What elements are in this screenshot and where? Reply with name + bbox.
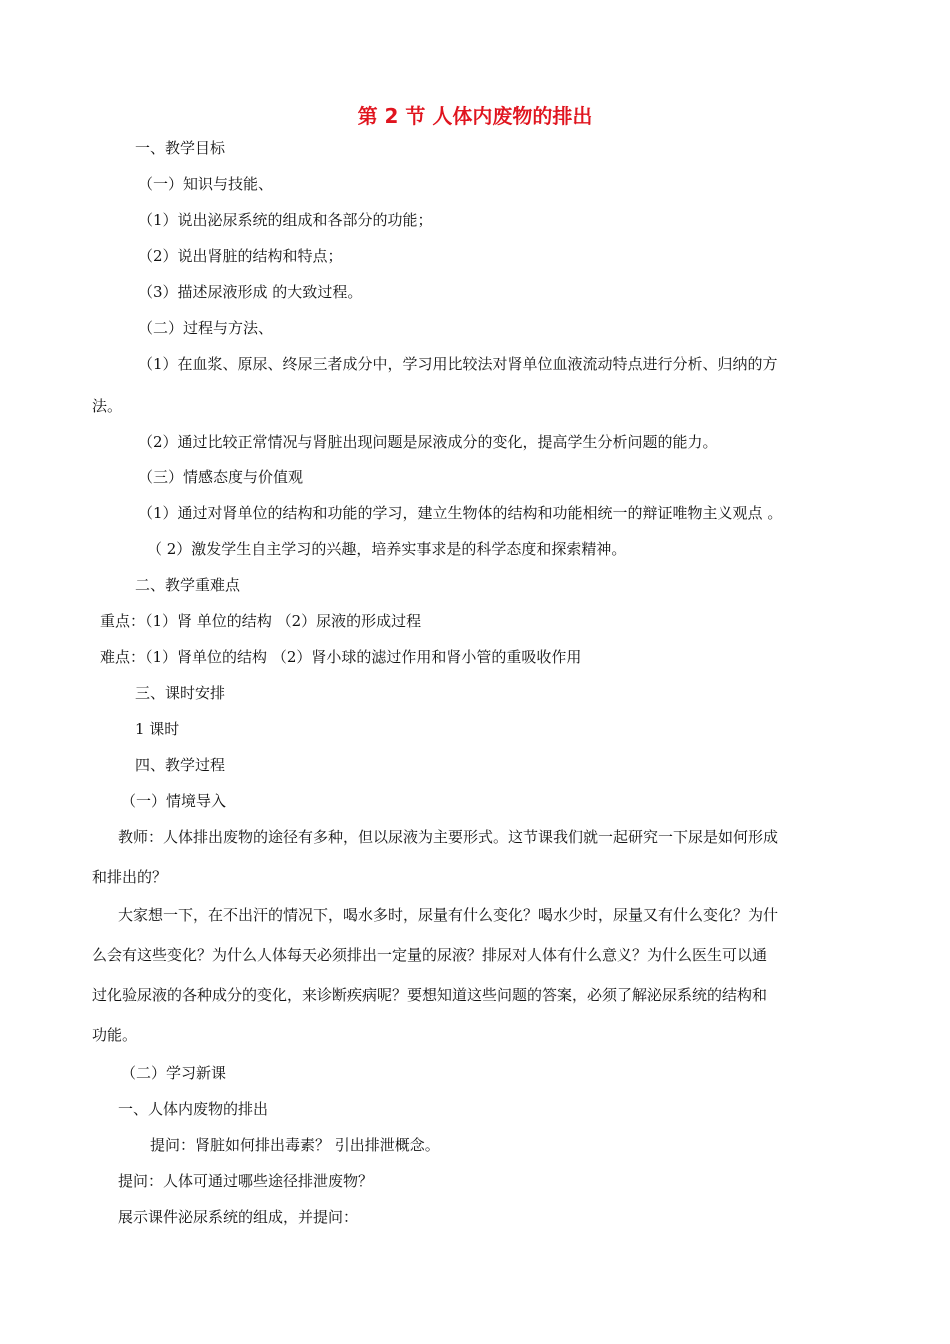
paragraph-line: 大家想一下，在不出汗的情况下，喝水多时，尿量有什么变化？喝水少时，尿量又有什么变化？为什 (118, 906, 779, 924)
page-title: 第 2 节 人体内废物的排出 (357, 104, 593, 128)
paragraph-line: 提问：人体可通过哪些途径排泄废物？ (118, 1172, 374, 1190)
paragraph-line: 1 课时 (135, 720, 180, 738)
paragraph-line: 难点：（1）肾单位的结构 （2）肾小球的滤过作用和肾小管的重吸收作用 (100, 648, 582, 666)
paragraph-line: 重点：（1）肾 单位的结构 （2）尿液的形成过程 (100, 612, 422, 630)
paragraph-line: 展示课件泌尿系统的组成，并提问： (118, 1208, 359, 1226)
subsection-introduction: （一）情境导入 (121, 792, 227, 810)
paragraph-line: 提问：肾脏如何排出毒素？ 引出排泄概念。 (150, 1136, 440, 1154)
paragraph-line: （1）在血浆、原尿、终尿三者成分中，学习用比较法对肾单位血液流动特点进行分析、归纳的方 (138, 355, 778, 373)
section-heading-key-points: 二、教学重难点 (135, 576, 241, 594)
subsection-process-methods: （二）过程与方法、 (138, 319, 274, 337)
paragraph-line: 教师：人体排出废物的途径有多种，但以尿液为主要形式。这节课我们就一起研究一下尿是如何形成 (118, 828, 779, 846)
subsection-new-lesson: （二）学习新课 (121, 1064, 227, 1082)
paragraph-line: （ 2）激发学生自主学习的兴趣，培养实事求是的科学态度和探索精神。 (147, 540, 627, 558)
paragraph-line: 和排出的？ (92, 868, 168, 886)
paragraph-line: 过化验尿液的各种成分的变化，来诊断疾病呢？要想知道这些问题的答案，必须了解泌尿系统的结构和 (92, 986, 768, 1004)
paragraph-line: （1）说出泌尿系统的组成和各部分的功能； (138, 211, 433, 229)
subsection-attitudes-values: （三）情感态度与价值观 (138, 468, 304, 486)
paragraph-line: （1）通过对肾单位的结构和功能的学习，建立生物体的结构和功能相统一的辩证唯物主义观点 。 (138, 504, 783, 522)
paragraph-line: （2）通过比较正常情况与肾脏出现问题是尿液成分的变化，提高学生分析问题的能力。 (138, 433, 718, 451)
subsection-knowledge-skills: （一）知识与技能、 (138, 175, 274, 193)
paragraph-line: 功能。 (92, 1026, 138, 1044)
paragraph-line: （3）描述尿液形成 的大致过程。 (138, 283, 363, 301)
section-heading-schedule: 三、课时安排 (135, 684, 226, 702)
paragraph-line: 法。 (92, 397, 123, 415)
paragraph-line: （2）说出肾脏的结构和特点； (138, 247, 343, 265)
paragraph-line: 么会有这些变化？为什么人体每天必须排出一定量的尿液？排尿对人体有什么意义？为什么医生可以通 (92, 946, 768, 964)
section-heading-objectives: 一、教学目标 (135, 139, 226, 157)
section-heading-waste-removal: 一、人体内废物的排出 (118, 1100, 269, 1118)
section-heading-process: 四、教学过程 (135, 756, 226, 774)
